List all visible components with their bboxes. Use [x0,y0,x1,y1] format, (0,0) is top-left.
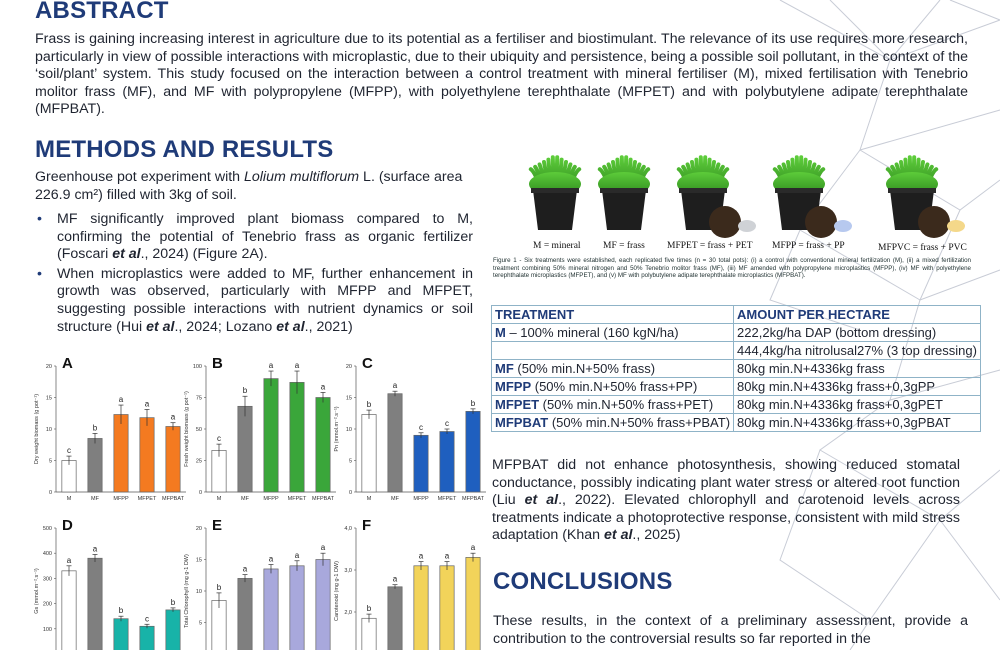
frass-pile [805,206,837,238]
y-tick-label: 75 [195,395,202,402]
significance-letter: b [92,423,98,433]
significance-letter: b [366,604,372,614]
significance-letter: a [268,554,274,564]
significance-letter: b [170,597,176,607]
table-cell: MF (50% min.N+50% frass) [492,360,734,378]
x-tick-label: M [66,496,72,502]
y-tick-label: 100 [192,364,202,370]
bar [264,569,278,650]
table-cell: 222,2kg/ha DAP (bottom dressing) [734,324,981,342]
bar [290,566,304,650]
y-tick-label: 50 [195,427,202,433]
bar [440,432,454,492]
y-tick-label: 0 [48,490,52,496]
significance-letter: a [470,543,476,553]
bar [414,566,428,650]
table-row [492,342,981,360]
methods-intro: Greenhouse pot experiment with Lolium multiflorum L. (surface area 226.9 cm²) filled with 3kg of soil. [35,169,463,203]
bar [388,587,402,650]
bar [140,626,154,650]
significance-letter: a [294,550,300,560]
x-tick-label: MFPET [287,496,307,502]
bar [88,438,102,492]
significance-letter: c [67,446,71,456]
significance-letter: a [444,551,450,561]
significance-letter: a [66,555,72,565]
y-tick-label: 2,0 [344,610,352,616]
table-cell [492,342,734,360]
y-tick-label: 100 [42,626,52,633]
y-tick-label: 15 [45,395,52,402]
conclusions-text: These results, in the context of a preliminary assessment, provide a contribution to the controversial results so far reported in the [493,613,968,647]
y-tick-label: 20 [195,526,202,532]
table-cell: 80kg min.N+4336kg frass+0,3gPP [734,378,981,396]
panel-letter: E [212,517,223,534]
figure1-caption: Figure 1 - Six treatments were established, each replicated five times (n = 30 total pots): (i) a control with conventional mineral fertilization (M), (ii) a mixed fertilization treatment combining 50% mineral nitrogen and 50% Tenebrio molitor frass (MF), (iii) MF amended with polypropylene microplastics (MFPP), (iv) MF with polyethylene terephthalate microplastics (MFPET), and (v) MF with polybutylene adipate terephthalate microplastics (MFPBAT). [493,257,971,280]
table-row [492,396,981,414]
table-cell: MFPP (50% min.N+50% frass+PP) [492,378,734,396]
abstract-heading: ABSTRACT [35,0,169,24]
y-tick-label: 0 [348,490,352,496]
y-axis-label: Gs (mmol.m⁻².s⁻¹) [34,568,40,614]
frass-pile [918,206,950,238]
microplastic-pile [834,220,852,232]
results-text: MFPBAT did not enhance photosynthesis, showing reduced stomatal conductance, possibly indicating plant water stress or altered root function (Liu et al., 2022). Elevated chlorophyll and carotenoid levels across treatments indicate a photoprotective response, consistent with mild stress adaptation (Khan et al., 2025) [492,457,960,544]
bar [140,418,154,492]
bar [440,566,454,650]
bar [466,557,480,650]
table-cell: MFPBAT (50% min.N+50% frass+PBAT) [492,414,734,432]
significance-letter: c [145,614,149,624]
abstract-text: Frass is gaining increasing interest in agriculture due to its potential as a fertiliser and biostimulant. The relevance of its use requires more research, particularly in view of possible interactions with microplastic, due to their ubiquity and persistence, being a possible soil pollutant, in the context of the ‘soil/plant’ system. This study focused on the interaction between a control treatment with mineral fertiliser (M), mixed fertilisation with Tenebrio molitor frass (MF), and MF with polypropylene (MFPP), with polyethylene terephthalate (MFPET) and with polybutylene adipate terephthalate (MFPBAT). [35,31,968,118]
table-row [492,378,981,396]
y-tick-label: 4,0 [344,526,352,532]
y-tick-label: 200 [42,601,52,608]
bar [316,398,330,493]
y-axis-label: Pn (mmol.m⁻².s⁻¹) [334,406,340,452]
significance-letter: a [320,382,326,392]
x-tick-label: MF [241,496,249,502]
x-tick-label: MFPP [113,496,129,502]
significance-letter: a [392,574,398,584]
bar [114,619,128,650]
y-tick-label: 10 [195,589,202,595]
bar [316,560,330,650]
y-tick-label: 400 [42,551,52,558]
figure1-label-mf: MF = frass [603,241,645,251]
x-tick-label: MFPBAT [312,496,334,502]
pot-rim [600,188,648,193]
figure1-label-mfpvc: MFPVC = frass + PVC [878,243,967,253]
figure1-label-mfpet: MFPET = frass + PET [667,241,753,251]
y-axis-label: Carotenoid (mg g-1 DW) [334,561,340,621]
bullet-item: • When microplastics were added to MF, further enhancement in growth was observed, particularly with MFPP and MFPET, suggesting possible interactions with nutrient dynamics or soil structure (Hui et al., 2024; Lozano et al., 2021) [35,266,473,336]
bar [166,610,180,650]
table-cell: MFPET (50% min.N+50% frass+PET) [492,396,734,414]
x-tick-label: MFPBAT [462,496,484,502]
bar [264,379,278,492]
significance-letter: a [418,551,424,561]
y-tick-label: 5 [348,458,352,465]
y-tick-label: 10 [45,427,52,433]
table-cell: 80kg min.N+4336kg frass+0,3gPBAT [734,414,981,432]
bar [238,406,252,492]
x-tick-label: MFPBAT [162,496,184,502]
pot [602,190,646,230]
y-axis-label: Fresh weight biomass (g pot⁻¹) [184,391,190,467]
significance-letter: b [216,582,222,592]
pot-rim [679,188,727,193]
bar [362,618,376,650]
bar [238,578,252,650]
frass-pile [709,206,741,238]
figure1-label-mfpp: MFPP = frass + PP [772,241,845,251]
figure1-label-m: M = mineral [533,241,581,251]
y-tick-label: 20 [345,364,352,370]
x-tick-label: MF [391,496,399,502]
pot [533,190,577,230]
significance-letter: a [268,361,274,371]
table-row [492,414,981,432]
methods-heading: METHODS AND RESULTS [35,136,334,163]
panel-letter: C [362,355,373,372]
chart-panel-c [334,355,486,502]
table-row [492,360,981,378]
table-header-row [492,306,981,324]
table-header-amount: AMOUNT PER HECTARE [734,306,981,324]
x-tick-label: M [366,496,372,502]
bar [88,558,102,650]
x-tick-label: MFPET [137,496,157,502]
pot-rim [531,188,579,193]
pot-rim [888,188,936,193]
panel-letter: A [62,355,73,372]
chart-panel-e [184,517,336,650]
y-tick-label: 500 [42,526,52,532]
y-axis-label: Dry weight biomass (g pot⁻¹) [34,393,40,465]
conclusions-heading: CONCLUSIONS [493,568,673,595]
significance-letter: b [118,606,124,616]
y-tick-label: 25 [195,458,202,465]
bar [166,426,180,492]
chart-panel-b [184,355,336,502]
table-cell: 444,4kg/ha nitrolusal27% (3 top dressing) [734,342,981,360]
bar [62,461,76,493]
panel-letter: F [362,517,372,534]
bar [388,394,402,492]
significance-letter: c [419,422,423,432]
table-cell: 80kg min.N+4336kg frass+0,3gPET [734,396,981,414]
methods-bullets [35,211,473,338]
significance-letter: a [118,395,124,405]
y-tick-label: 5 [198,620,202,627]
significance-letter: b [242,386,248,396]
y-tick-label: 300 [42,576,52,583]
chart-panel-a [34,355,186,502]
bar [414,435,428,492]
significance-letter: a [242,564,248,574]
table-row [492,324,981,342]
significance-letter: a [144,399,150,409]
significance-letter: a [170,412,176,422]
microplastic-pile [738,220,756,232]
significance-letter: c [445,419,449,428]
x-tick-label: MF [91,496,99,502]
bar [62,571,76,650]
pot-rim [775,188,823,193]
significance-letter: a [294,361,300,371]
microplastic-pile [947,220,965,232]
panel-letter: B [212,355,223,372]
figure1-pots-photo [525,152,975,250]
x-tick-label: MFPP [413,496,429,502]
significance-letter: c [217,434,221,444]
significance-letter: a [320,543,326,553]
table-header-treatment: TREATMENT [492,306,734,324]
y-axis-label: Total Chlorophyll (mg g-1 DW) [184,554,190,628]
significance-letter: a [392,381,398,391]
x-tick-label: MFPET [437,496,457,502]
results-bar-charts [30,350,484,650]
bar [114,415,128,492]
bar [466,411,480,492]
bar [290,382,304,492]
chart-panel-d [34,517,186,650]
significance-letter: b [366,400,372,410]
bar [362,415,376,492]
x-tick-label: MFPP [263,496,279,502]
panel-letter: D [62,517,73,534]
x-tick-label: M [216,496,222,502]
bullet-item: • MF significantly improved plant biomass compared to M, confirming the potential of Tenebrio frass as organic fertilizer (Foscari et al., 2024) (Figure 2A). [35,211,473,264]
y-tick-label: 5 [48,458,52,465]
chart-panel-f [334,517,486,650]
y-tick-label: 20 [45,364,52,370]
y-tick-label: 10 [345,427,352,433]
y-tick-label: 3,0 [344,568,352,574]
significance-letter: b [470,398,476,408]
y-tick-label: 15 [195,557,202,564]
y-tick-label: 0 [198,490,202,496]
treatment-table [491,305,981,432]
y-tick-label: 15 [345,395,352,402]
table-cell: M – 100% mineral (160 kgN/ha) [492,324,734,342]
table-cell: 80kg min.N+4336kg frass [734,360,981,378]
significance-letter: a [92,544,98,554]
